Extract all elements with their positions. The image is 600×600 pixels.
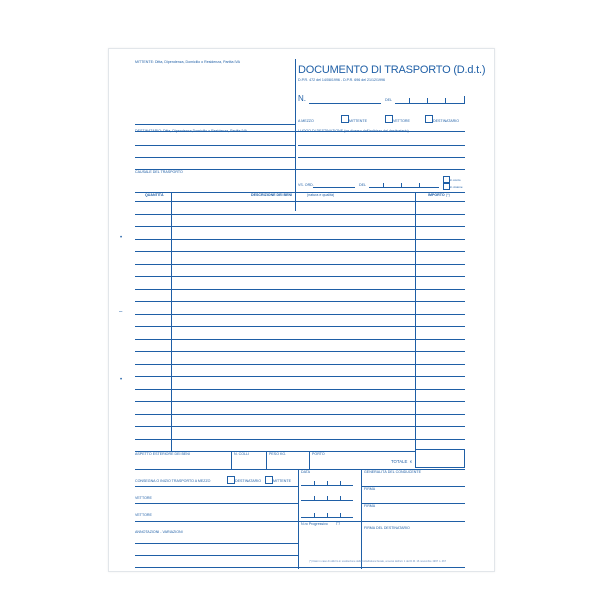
totale-currency: € bbox=[410, 460, 412, 464]
mezzo-option-mittente: MITTENTE bbox=[349, 119, 367, 123]
number-label: N. bbox=[298, 94, 306, 103]
causale-label: CAUSALE DEL TRASPORTO bbox=[135, 170, 183, 174]
mittente-label: MITTENTE: Ditta, Dipendenza, Domicilio o Residenza, Partita IVA bbox=[135, 60, 240, 64]
table-row-line[interactable] bbox=[135, 289, 465, 290]
vettore-label-2: VETTORE bbox=[135, 513, 152, 517]
table-row-line[interactable] bbox=[135, 276, 465, 277]
firma-label-2: FIRMA bbox=[364, 504, 376, 508]
vettore-label-1: VETTORE bbox=[135, 496, 152, 500]
consegna-destinatario-label: DESTINATARIO bbox=[235, 479, 262, 483]
consegna-date-field[interactable] bbox=[301, 485, 353, 486]
destinatario-label: DESTINATARIO: Ditta, Dipendenza,Domicilio o Residenza, Partita IVA bbox=[135, 129, 248, 133]
totale-field[interactable] bbox=[415, 449, 465, 468]
consegna-destinatario-checkbox[interactable] bbox=[227, 476, 235, 484]
table-row-line[interactable] bbox=[135, 401, 465, 402]
causale-date-field[interactable] bbox=[369, 187, 439, 188]
table-row-line[interactable] bbox=[135, 201, 465, 202]
side-mark-bottom: • bbox=[120, 377, 123, 383]
in-conto-checkbox[interactable] bbox=[443, 176, 450, 183]
luogo-destinazione-label: LUOGO DI DESTINAZIONE (se diverso dall'indirizzo del destinatario) bbox=[298, 129, 409, 133]
table-row-line[interactable] bbox=[135, 389, 465, 390]
table-row-line[interactable] bbox=[135, 364, 465, 365]
table-row-line[interactable] bbox=[135, 326, 465, 327]
mezzo-vettore-checkbox[interactable] bbox=[385, 115, 393, 123]
table-row-line[interactable] bbox=[135, 214, 465, 215]
aspetto-label: ASPETTO ESTERIORE DEI BENI bbox=[135, 452, 190, 456]
transport-document-form bbox=[108, 48, 495, 572]
header-divider bbox=[295, 59, 296, 131]
document-title: DOCUMENTO DI TRASPORTO (D.d.t.) bbox=[298, 64, 486, 76]
in-visione-checkbox[interactable] bbox=[443, 183, 450, 190]
data-label: DATA bbox=[301, 470, 311, 474]
table-row-line[interactable] bbox=[135, 226, 465, 227]
vs-ord-label: VS. ORD. bbox=[298, 183, 314, 187]
table-row-line[interactable] bbox=[135, 301, 465, 302]
footer-bottom-line bbox=[135, 567, 465, 568]
totale-label: TOTALE bbox=[391, 459, 408, 464]
column-descrizione-note: (natura e qualità) bbox=[307, 193, 335, 197]
progressivo-mark: (*) bbox=[336, 521, 340, 525]
porto-label: PORTO bbox=[312, 452, 325, 456]
consegna-mittente-checkbox[interactable] bbox=[265, 476, 273, 484]
in-conto-label: in conto bbox=[450, 178, 461, 182]
footer-divider-data bbox=[298, 469, 299, 569]
table-row-line[interactable] bbox=[135, 314, 465, 315]
side-mark-top: • bbox=[120, 235, 123, 241]
vettore-date-field-2[interactable] bbox=[301, 517, 353, 518]
table-row-line[interactable] bbox=[135, 414, 465, 415]
conducente-label: GENERALITÀ DEL CONDUCENTE bbox=[364, 470, 421, 474]
table-row-line[interactable] bbox=[135, 376, 465, 377]
consegna-label: CONSEGNA O INIZIO TRASPORTO A MEZZO bbox=[135, 479, 211, 483]
firma-label-1: FIRMA bbox=[364, 487, 376, 491]
mezzo-mittente-checkbox[interactable] bbox=[341, 115, 349, 123]
date-label: DEL bbox=[385, 98, 392, 102]
table-row-line[interactable] bbox=[135, 351, 465, 352]
column-quantita: QUANTITÀ bbox=[145, 193, 164, 197]
causale-top-line bbox=[135, 169, 465, 170]
table-row-line[interactable] bbox=[135, 251, 465, 252]
in-visione-label: in visione bbox=[450, 185, 463, 189]
mezzo-option-vettore: VETTORE bbox=[393, 119, 410, 123]
mezzo-label: A MEZZO bbox=[298, 119, 314, 123]
table-row-line[interactable] bbox=[135, 426, 465, 427]
number-field[interactable] bbox=[309, 103, 381, 104]
fine-print: (*) Dato in caso di utilizzo in sostituzione della bolla/fattura fiscale, ai sensi dell'art. 1 del D.M. 16 novembre 1997 n. 467 bbox=[309, 560, 447, 563]
colli-label: N. COLLI bbox=[234, 452, 249, 456]
vs-ord-field[interactable] bbox=[313, 187, 355, 188]
column-descrizione: DESCRIZIONE DEI BENI bbox=[251, 193, 293, 197]
vettore-date-field-1[interactable] bbox=[301, 500, 353, 501]
table-row-line[interactable] bbox=[135, 239, 465, 240]
mezzo-destinatario-checkbox[interactable] bbox=[425, 115, 433, 123]
destinatario-divider bbox=[295, 131, 296, 211]
footer-divider-firma bbox=[361, 469, 362, 569]
side-mark-middle: – bbox=[119, 309, 123, 315]
column-importo-mark: (*) bbox=[446, 193, 450, 197]
legal-reference: D.P.R. 472 del 14/08/1996 - D.P.R. 696 del 21/12/1996 bbox=[298, 78, 385, 82]
progressivo-label: N.ro Progressivo bbox=[301, 522, 328, 526]
header-date-field[interactable] bbox=[395, 103, 465, 104]
table-row-line[interactable] bbox=[135, 439, 465, 440]
peso-label: PESO KG. bbox=[269, 452, 287, 456]
column-importo: IMPORTO bbox=[428, 193, 445, 197]
annotazioni-label: ANNOTAZIONI - VARIAZIONI bbox=[135, 530, 183, 534]
mittente-bottom-line bbox=[135, 124, 295, 125]
mezzo-option-destinatario: DESTINATARIO bbox=[433, 119, 460, 123]
consegna-mittente-label: MITTENTE bbox=[273, 479, 291, 483]
firma-destinatario-label: FIRMA DEL DESTINATARIO bbox=[364, 526, 410, 530]
table-row-line[interactable] bbox=[135, 264, 465, 265]
table-row-line[interactable] bbox=[135, 339, 465, 340]
causale-date-label: DEL bbox=[359, 183, 366, 187]
